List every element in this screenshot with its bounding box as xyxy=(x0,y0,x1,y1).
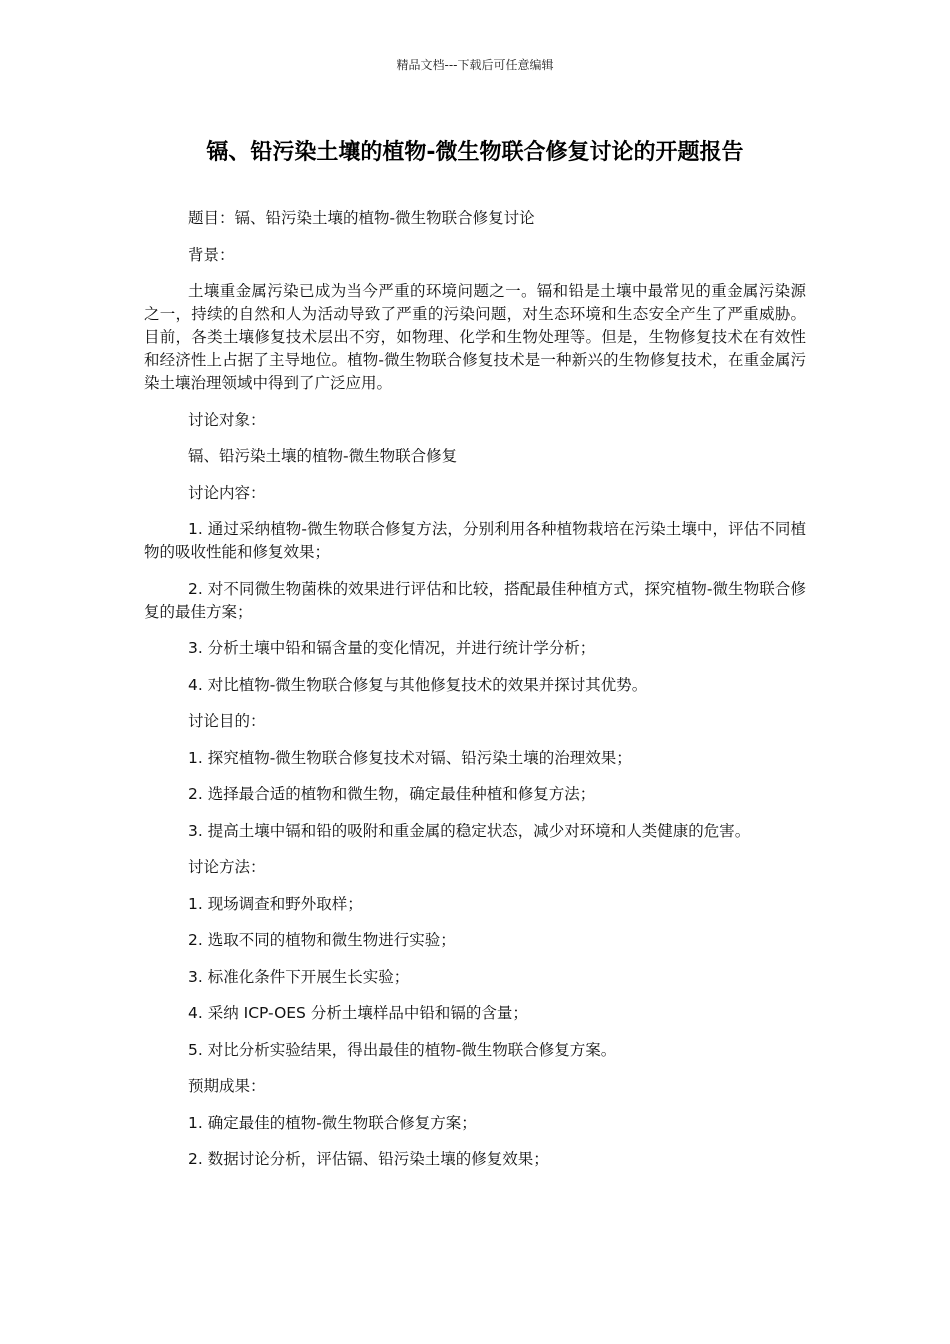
header-note: 精品文档---下载后可任意编辑 xyxy=(396,58,554,72)
list-item-method-5: 5. 对比分析实验结果，得出最佳的植物-微生物联合修复方案。 xyxy=(188,1040,617,1059)
list-item-method-4: 4. 采纳 ICP-OES 分析土壤样品中铅和镉的含量； xyxy=(188,1004,528,1022)
paragraph-background: 土壤重金属污染已成为当今严重的环境问题之一。镉和铅是土壤中最常见的重金属污染源之一，持续的自然和人为活动导致了严重的污染问题，对生态环境和生态安全产生了严重威胁。目前，各类土壤修复技术层出不穷，如物理、化学和生物处理等。但是，生物修复技术在有效性和经济性上占据了主导地位。植物-微生物联合修复技术是一种新兴的生物修复技术，在重金属污染土壤治理领域中得到了广泛应用。 xyxy=(144,282,806,392)
list-item-method-2: 2. 选取不同的植物和微生物进行实验； xyxy=(188,931,456,949)
list-item-goal-3: 3. 提高土壤中镉和铅的吸附和重金属的稳定状态，减少对环境和人类健康的危害。 xyxy=(188,821,751,840)
document-body xyxy=(144,207,806,1185)
heading-research-object: 讨论对象： xyxy=(188,410,266,429)
list-item-method-3: 3. 标准化条件下开展生长实验； xyxy=(188,967,410,986)
list-item-content-4: 4. 对比植物-微生物联合修复与其他修复技术的效果并探讨其优势。 xyxy=(188,675,648,694)
document-title: 镉、铅污染土壤的植物-微生物联合修复讨论的开题报告 xyxy=(206,140,744,165)
heading-research-method: 讨论方法： xyxy=(188,858,266,876)
paragraph-topic: 题目：镉、铅污染土壤的植物-微生物联合修复讨论 xyxy=(188,209,535,227)
list-item-content-3: 3. 分析土壤中铅和镉含量的变化情况，并进行统计学分析； xyxy=(188,639,596,657)
paragraph-research-object: 镉、铅污染土壤的植物-微生物联合修复 xyxy=(188,447,458,465)
list-item-result-1: 1. 确定最佳的植物-微生物联合修复方案； xyxy=(188,1113,477,1132)
list-item-result-2: 2. 数据讨论分析，评估镉、铅污染土壤的修复效果； xyxy=(188,1150,549,1168)
list-item-goal-2: 2. 选择最合适的植物和微生物，确定最佳种植和修复方法； xyxy=(188,785,596,803)
heading-background: 背景： xyxy=(188,245,235,264)
heading-research-goal: 讨论目的： xyxy=(188,712,266,730)
list-item-content-1: 1. 通过采纳植物-微生物联合修复方法，分别利用各种植物栽培在污染土壤中，评估不同植物的吸收性能和修复效果； xyxy=(144,520,806,561)
list-item-goal-1: 1. 探究植物-微生物联合修复技术对镉、铅污染土壤的治理效果； xyxy=(188,748,632,767)
heading-research-content: 讨论内容： xyxy=(188,483,266,502)
list-item-content-2: 2. 对不同微生物菌株的效果进行评估和比较，搭配最佳种植方式，探究植物-微生物联合修复的最佳方案； xyxy=(144,579,806,621)
list-item-method-1: 1. 现场调查和野外取样； xyxy=(188,894,363,913)
heading-expected-results: 预期成果： xyxy=(188,1077,266,1095)
